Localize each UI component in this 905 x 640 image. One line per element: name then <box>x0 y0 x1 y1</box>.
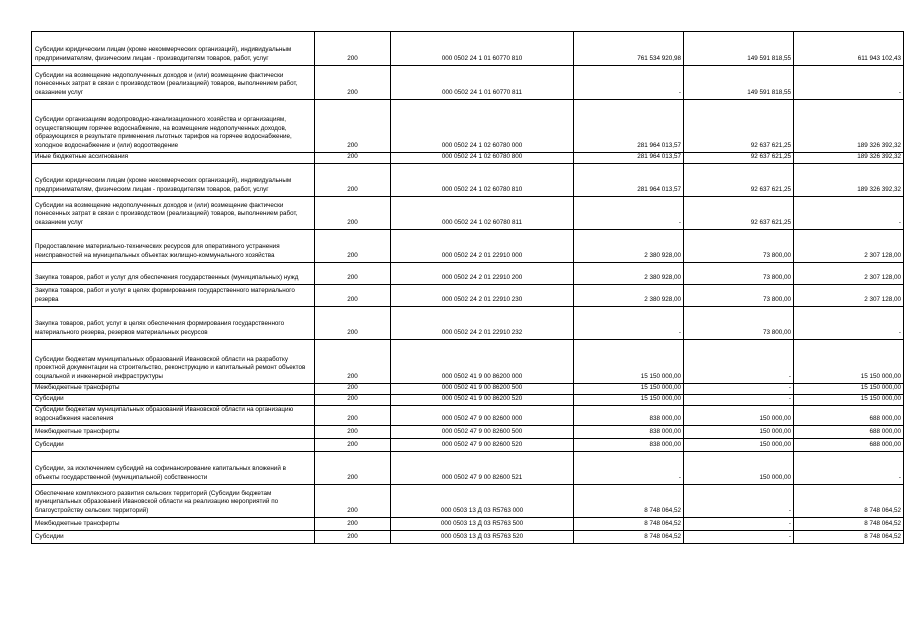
executed-amount-cell: - <box>684 485 794 518</box>
table-row <box>32 32 904 66</box>
row-name-cell: Закупка товаров, работ и услуг для обеспечения государственных (муниципальных) нужд <box>32 263 315 285</box>
row-code-cell: 200 <box>315 164 391 197</box>
remaining-amount-cell: - <box>794 66 904 100</box>
row-kbk-cell: 000 0502 24 1 01 60770 810 <box>391 32 574 66</box>
table-row <box>32 307 904 340</box>
row-name-cell: Иные бюджетные ассигнования <box>32 153 315 164</box>
executed-amount-cell: 92 637 621,25 <box>684 153 794 164</box>
executed-amount-cell: 150 000,00 <box>684 452 794 485</box>
row-kbk-cell: 000 0502 24 2 01 22910 230 <box>391 285 574 307</box>
row-name-cell: Субсидии <box>32 531 315 544</box>
row-code-cell: 200 <box>315 485 391 518</box>
approved-amount-cell: 838 000,00 <box>574 439 684 452</box>
approved-amount-cell: 15 150 000,00 <box>574 384 684 395</box>
table-row <box>32 518 904 531</box>
row-kbk-cell: 000 0502 24 1 02 60780 800 <box>391 153 574 164</box>
row-kbk-cell: 000 0502 47 9 00 82600 520 <box>391 439 574 452</box>
row-kbk-cell: 000 0502 24 2 01 22910 000 <box>391 230 574 263</box>
approved-amount-cell: 281 964 013,57 <box>574 100 684 153</box>
executed-amount-cell: 73 800,00 <box>684 307 794 340</box>
remaining-amount-cell: 2 307 128,00 <box>794 263 904 285</box>
approved-amount-cell: 2 380 928,00 <box>574 285 684 307</box>
executed-amount-cell: 150 000,00 <box>684 406 794 426</box>
table-row <box>32 340 904 384</box>
table-row <box>32 439 904 452</box>
table-row <box>32 230 904 263</box>
row-code-cell: 200 <box>315 452 391 485</box>
table-row <box>32 485 904 518</box>
row-code-cell: 200 <box>315 384 391 395</box>
executed-amount-cell: - <box>684 395 794 406</box>
row-code-cell: 200 <box>315 285 391 307</box>
row-code-cell: 200 <box>315 531 391 544</box>
approved-amount-cell: 281 964 013,57 <box>574 153 684 164</box>
approved-amount-cell: - <box>574 452 684 485</box>
row-kbk-cell: 000 0502 24 1 02 60780 000 <box>391 100 574 153</box>
table-row <box>32 153 904 164</box>
table-body <box>32 32 904 544</box>
remaining-amount-cell: - <box>794 452 904 485</box>
row-kbk-cell: 000 0502 47 9 00 82600 521 <box>391 452 574 485</box>
row-kbk-cell: 000 0503 13 Д 03 R5763 520 <box>391 531 574 544</box>
approved-amount-cell: - <box>574 197 684 230</box>
row-name-cell: Субсидии на возмещение недополученных доходов и (или) возмещение фактически понесенных затрат в связи с производством (реализацией) товаров, выполнением работ, оказанием услуг <box>32 66 315 100</box>
executed-amount-cell: 149 591 818,55 <box>684 32 794 66</box>
executed-amount-cell: 73 800,00 <box>684 230 794 263</box>
row-kbk-cell: 000 0502 41 9 00 86200 500 <box>391 384 574 395</box>
remaining-amount-cell: - <box>794 307 904 340</box>
remaining-amount-cell: 611 943 102,43 <box>794 32 904 66</box>
remaining-amount-cell: 8 748 064,52 <box>794 531 904 544</box>
row-name-cell: Субсидии <box>32 395 315 406</box>
remaining-amount-cell: 189 326 392,32 <box>794 164 904 197</box>
row-name-cell: Межбюджетные трансферты <box>32 384 315 395</box>
row-name-cell: Субсидии юридическим лицам (кроме некоммерческих организаций), индивидуальным предпринимателям, физическим лицам - производителям товаров, работ, услуг <box>32 32 315 66</box>
row-code-cell: 200 <box>315 395 391 406</box>
row-kbk-cell: 000 0503 13 Д 03 R5763 500 <box>391 518 574 531</box>
row-kbk-cell: 000 0502 24 1 02 60780 810 <box>391 164 574 197</box>
table-row <box>32 263 904 285</box>
executed-amount-cell: - <box>684 340 794 384</box>
approved-amount-cell: 838 000,00 <box>574 426 684 439</box>
approved-amount-cell: 838 000,00 <box>574 406 684 426</box>
table-row <box>32 100 904 153</box>
approved-amount-cell: 8 748 064,52 <box>574 531 684 544</box>
executed-amount-cell: - <box>684 518 794 531</box>
row-code-cell: 200 <box>315 100 391 153</box>
executed-amount-cell: 150 000,00 <box>684 426 794 439</box>
table-row <box>32 66 904 100</box>
row-name-cell: Субсидии юридическим лицам (кроме некоммерческих организаций), индивидуальным предпринимателям, физическим лицам - производителям товаров, работ, услуг <box>32 164 315 197</box>
row-name-cell: Субсидии организациям водопроводно-канализационного хозяйства и организациям, осуществляющим горячее водоснабжение, на возмещение недополученных доходов, образующихся в результате применения льготных тарифов на горячее водоснабжение, холодное водоснабжение и (или) водоотведение <box>32 100 315 153</box>
row-name-cell: Субсидии <box>32 439 315 452</box>
row-name-cell: Обеспечение комплексного развития сельских территорий (Субсидии бюджетам муниципальных образований Ивановской области на реализацию мероприятий по благоустройству сельских территорий) <box>32 485 315 518</box>
row-code-cell: 200 <box>315 518 391 531</box>
executed-amount-cell: 92 637 621,25 <box>684 100 794 153</box>
row-name-cell: Субсидии бюджетам муниципальных образований Ивановской области на организацию водоснабжения населения <box>32 406 315 426</box>
row-code-cell: 200 <box>315 153 391 164</box>
row-name-cell: Субсидии, за исключением субсидий на софинансирование капитальных вложений в объекты государственной (муниципальной) собственности <box>32 452 315 485</box>
remaining-amount-cell: 2 307 128,00 <box>794 285 904 307</box>
row-kbk-cell: 000 0502 24 1 01 60770 811 <box>391 66 574 100</box>
remaining-amount-cell: 8 748 064,52 <box>794 485 904 518</box>
row-code-cell: 200 <box>315 263 391 285</box>
row-kbk-cell: 000 0502 41 9 00 86200 000 <box>391 340 574 384</box>
budget-execution-table <box>31 31 904 544</box>
row-kbk-cell: 000 0502 24 1 02 60780 811 <box>391 197 574 230</box>
approved-amount-cell: 281 964 013,57 <box>574 164 684 197</box>
table-row <box>32 164 904 197</box>
row-code-cell: 200 <box>315 439 391 452</box>
table-row <box>32 406 904 426</box>
approved-amount-cell: 15 150 000,00 <box>574 395 684 406</box>
remaining-amount-cell: - <box>794 197 904 230</box>
executed-amount-cell: 92 637 621,25 <box>684 197 794 230</box>
row-kbk-cell: 000 0502 24 2 01 22910 200 <box>391 263 574 285</box>
row-name-cell: Закупка товаров, работ, услуг в целях обеспечения формирования государственного материального резерва, резервов материальных ресурсов <box>32 307 315 340</box>
approved-amount-cell: 15 150 000,00 <box>574 340 684 384</box>
approved-amount-cell: 761 534 920,98 <box>574 32 684 66</box>
remaining-amount-cell: 688 000,00 <box>794 426 904 439</box>
row-name-cell: Субсидии бюджетам муниципальных образований Ивановской области на разработку проектной документации на строительство, реконструкцию и капитальный ремонт объектов социальной и инженерной инфраструктуры <box>32 340 315 384</box>
approved-amount-cell: 2 380 928,00 <box>574 263 684 285</box>
row-name-cell: Межбюджетные трансферты <box>32 426 315 439</box>
executed-amount-cell: 73 800,00 <box>684 285 794 307</box>
remaining-amount-cell: 189 326 392,32 <box>794 100 904 153</box>
row-kbk-cell: 000 0502 47 9 00 82600 500 <box>391 426 574 439</box>
table-row <box>32 384 904 395</box>
approved-amount-cell: 8 748 064,52 <box>574 518 684 531</box>
row-name-cell: Предоставление материально-технических ресурсов для оперативного устранения неисправностей на муниципальных объектах жилищно-коммунального хозяйства <box>32 230 315 263</box>
remaining-amount-cell: 15 150 000,00 <box>794 340 904 384</box>
row-name-cell: Закупка товаров, работ и услуг в целях формирования государственного материального резерва <box>32 285 315 307</box>
executed-amount-cell: 92 637 621,25 <box>684 164 794 197</box>
row-kbk-cell: 000 0502 24 2 01 22910 232 <box>391 307 574 340</box>
row-name-cell: Субсидии на возмещение недополученных доходов и (или) возмещение фактически понесенных затрат в связи с производством (реализацией) товаров, выполнением работ, оказанием услуг <box>32 197 315 230</box>
table-row <box>32 395 904 406</box>
approved-amount-cell: 2 380 928,00 <box>574 230 684 263</box>
table-row <box>32 426 904 439</box>
approved-amount-cell: - <box>574 66 684 100</box>
table-row <box>32 452 904 485</box>
executed-amount-cell: - <box>684 531 794 544</box>
table-row <box>32 531 904 544</box>
row-code-cell: 200 <box>315 66 391 100</box>
row-code-cell: 200 <box>315 32 391 66</box>
row-code-cell: 200 <box>315 307 391 340</box>
remaining-amount-cell: 15 150 000,00 <box>794 395 904 406</box>
executed-amount-cell: 150 000,00 <box>684 439 794 452</box>
row-code-cell: 200 <box>315 406 391 426</box>
executed-amount-cell: 149 591 818,55 <box>684 66 794 100</box>
approved-amount-cell: - <box>574 307 684 340</box>
remaining-amount-cell: 189 326 392,32 <box>794 153 904 164</box>
row-kbk-cell: 000 0503 13 Д 03 R5763 000 <box>391 485 574 518</box>
row-code-cell: 200 <box>315 426 391 439</box>
row-kbk-cell: 000 0502 41 9 00 86200 520 <box>391 395 574 406</box>
row-code-cell: 200 <box>315 230 391 263</box>
approved-amount-cell: 8 748 064,52 <box>574 485 684 518</box>
table-row <box>32 197 904 230</box>
executed-amount-cell: 73 800,00 <box>684 263 794 285</box>
row-code-cell: 200 <box>315 340 391 384</box>
remaining-amount-cell: 15 150 000,00 <box>794 384 904 395</box>
table-row <box>32 285 904 307</box>
remaining-amount-cell: 8 748 064,52 <box>794 518 904 531</box>
remaining-amount-cell: 2 307 128,00 <box>794 230 904 263</box>
row-code-cell: 200 <box>315 197 391 230</box>
remaining-amount-cell: 688 000,00 <box>794 406 904 426</box>
row-kbk-cell: 000 0502 47 9 00 82600 000 <box>391 406 574 426</box>
row-name-cell: Межбюджетные трансферты <box>32 518 315 531</box>
executed-amount-cell: - <box>684 384 794 395</box>
remaining-amount-cell: 688 000,00 <box>794 439 904 452</box>
